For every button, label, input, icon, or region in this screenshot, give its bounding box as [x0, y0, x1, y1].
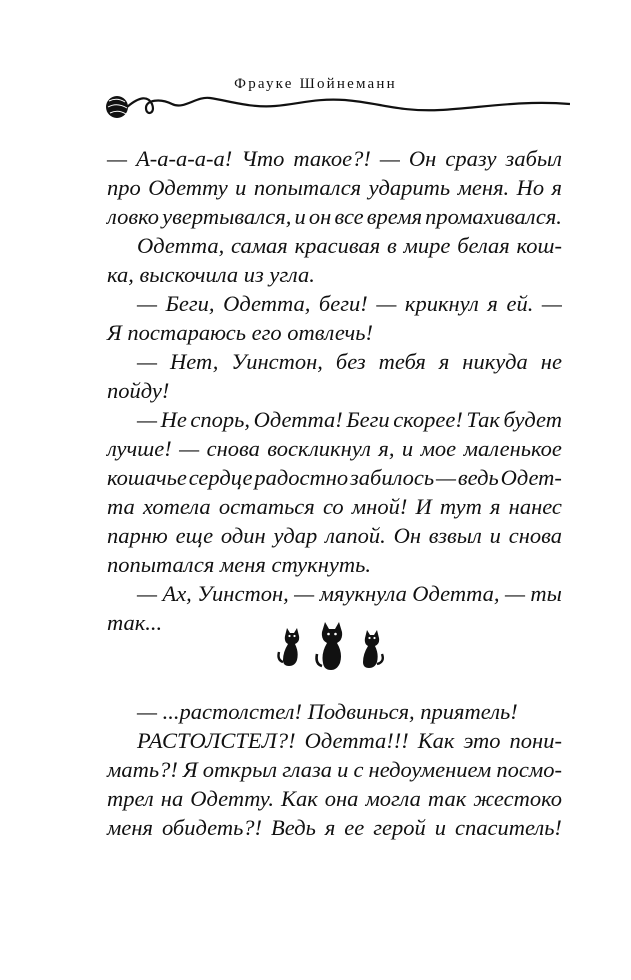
word: А-а-а-а-а! [136, 146, 233, 171]
word: сердце [188, 465, 253, 490]
word: ведь [457, 465, 499, 490]
word: — [137, 581, 158, 606]
word: все [334, 204, 364, 229]
word: тебя [378, 349, 426, 374]
word: я [487, 291, 498, 316]
word: Нет, [170, 349, 219, 374]
word: без [335, 349, 366, 374]
text-line [107, 434, 562, 464]
word: взвыл [428, 523, 482, 548]
word: ее [344, 815, 365, 840]
word: мое [420, 436, 457, 461]
word: я [490, 494, 501, 519]
word: Одетта, [412, 581, 500, 606]
word: меня [107, 815, 153, 840]
word: промахивался. [425, 204, 562, 229]
word: Одетту [148, 175, 228, 200]
word: Одетту. [190, 786, 274, 811]
word: Но [516, 175, 545, 200]
text-line: пойду! [107, 378, 170, 403]
text-line [107, 289, 562, 319]
word: спаситель! [454, 815, 562, 840]
word: крикнул [404, 291, 479, 316]
word: и [434, 815, 446, 840]
text-line [107, 784, 562, 814]
word: Беги [346, 407, 390, 432]
word: хотела [142, 494, 211, 519]
word: и [337, 757, 349, 782]
word: Одетта, [137, 233, 225, 258]
word: Он [408, 146, 437, 171]
word: никуда [462, 349, 528, 374]
word: обидеть?! [161, 815, 263, 840]
word: время [366, 204, 423, 229]
word: герой [373, 815, 426, 840]
word: и [489, 523, 501, 548]
word: забыл [505, 146, 562, 171]
word: мать?! [107, 757, 178, 782]
word: в [386, 233, 397, 258]
text-line: Я постараюсь его отвлечь! [107, 320, 374, 345]
word: я [324, 815, 336, 840]
text-line: — ...растолстел! Подвинься, приятель! [137, 699, 518, 724]
text-line: попытался меня стукнуть. [107, 552, 371, 577]
text-line [107, 173, 562, 203]
word: та [107, 494, 135, 519]
word: Одетта, [223, 291, 311, 316]
word: это [463, 728, 501, 753]
word: маленькое [463, 436, 562, 461]
word: Не [160, 407, 187, 432]
word: мяукнула [319, 581, 407, 606]
word: снова [206, 436, 260, 461]
yarn-ball-with-thread-icon [100, 90, 570, 126]
word: — [504, 581, 525, 606]
word: — [541, 291, 562, 316]
word: Беги, [165, 291, 215, 316]
word: забилось [350, 465, 435, 490]
word: удар [273, 523, 318, 548]
word: трел [107, 786, 154, 811]
word: радостно [254, 465, 349, 490]
text-line [107, 579, 562, 609]
word: Так [466, 407, 500, 432]
word: воскликнул [267, 436, 371, 461]
text-line [107, 202, 562, 232]
word: жестоко [473, 786, 562, 811]
word: — [107, 146, 128, 171]
word: лучше! [107, 436, 172, 461]
word: Я [182, 757, 198, 782]
word: про [107, 175, 141, 200]
word: Как [417, 728, 455, 753]
word: еще [175, 523, 214, 548]
word: — [294, 581, 315, 606]
word: мной! [351, 494, 408, 519]
word: могла [365, 786, 421, 811]
word: со [322, 494, 344, 519]
word: с [353, 757, 364, 782]
word: Ведь [271, 815, 316, 840]
word: попытался [253, 175, 362, 200]
word: увертывался, [162, 204, 292, 229]
word: спорь, [190, 407, 251, 432]
word: — [137, 291, 158, 316]
word: пони- [509, 728, 562, 753]
word: не [540, 349, 562, 374]
word: и [294, 204, 306, 229]
word: лапой. [325, 523, 386, 548]
text-line [107, 405, 562, 435]
word: — [436, 465, 457, 490]
word: сразу [445, 146, 497, 171]
word: она [324, 786, 359, 811]
word: нанес [508, 494, 562, 519]
word: беги! [318, 291, 368, 316]
word: посмо- [496, 757, 562, 782]
word: открыл [202, 757, 278, 782]
word: — [379, 146, 400, 171]
word: Что [241, 146, 285, 171]
word: Он [393, 523, 421, 548]
text-line [107, 813, 562, 843]
word: будет [503, 407, 562, 432]
word: кош- [516, 233, 562, 258]
word: я [551, 175, 562, 200]
word: снова [508, 523, 562, 548]
word: ловко [107, 204, 160, 229]
word: ей. [506, 291, 534, 316]
word: ударить [368, 175, 451, 200]
word: Одетта! [253, 407, 343, 432]
word: кошачье [107, 465, 187, 490]
word: мире [403, 233, 451, 258]
text-line [107, 347, 562, 377]
word: и [235, 175, 247, 200]
word: Одетта!!! [304, 728, 409, 753]
word: остаться [218, 494, 315, 519]
word: так [427, 786, 467, 811]
text-line [107, 755, 562, 785]
word: — [179, 436, 200, 461]
text-line [107, 521, 562, 551]
text-line: ка, выскочила из угла. [107, 262, 315, 287]
three-black-cats-icon [275, 622, 395, 672]
word: я, [378, 436, 395, 461]
word: — [137, 349, 158, 374]
word: И [415, 494, 432, 519]
text-line [107, 231, 562, 261]
word: скорее! [393, 407, 463, 432]
word: тут [439, 494, 482, 519]
word: я [438, 349, 450, 374]
word: красивая [294, 233, 381, 258]
word: меня. [457, 175, 510, 200]
word: — [376, 291, 397, 316]
word: один [220, 523, 266, 548]
word: — [137, 407, 158, 432]
word: белая [457, 233, 510, 258]
text-line: так... [107, 610, 163, 635]
word: Уинстон, [197, 581, 289, 606]
word: Как [281, 786, 318, 811]
word: и [401, 436, 414, 461]
text-line [107, 492, 562, 522]
word: на [160, 786, 184, 811]
text-line [107, 726, 562, 756]
word: ты [530, 581, 562, 606]
word: недоумением [368, 757, 492, 782]
word: глаза [282, 757, 333, 782]
text-line [107, 463, 562, 493]
word: Одет- [500, 465, 562, 490]
word: Ах, [162, 581, 192, 606]
word: самая [231, 233, 288, 258]
word: такое?! [293, 146, 371, 171]
text-line [107, 144, 562, 174]
word: Уинстон, [231, 349, 323, 374]
word: РАСТОЛСТЕЛ?! [137, 728, 296, 753]
word: он [308, 204, 332, 229]
word: парню [107, 523, 168, 548]
running-head-author: Фрауке Шойнеманн [234, 76, 397, 92]
